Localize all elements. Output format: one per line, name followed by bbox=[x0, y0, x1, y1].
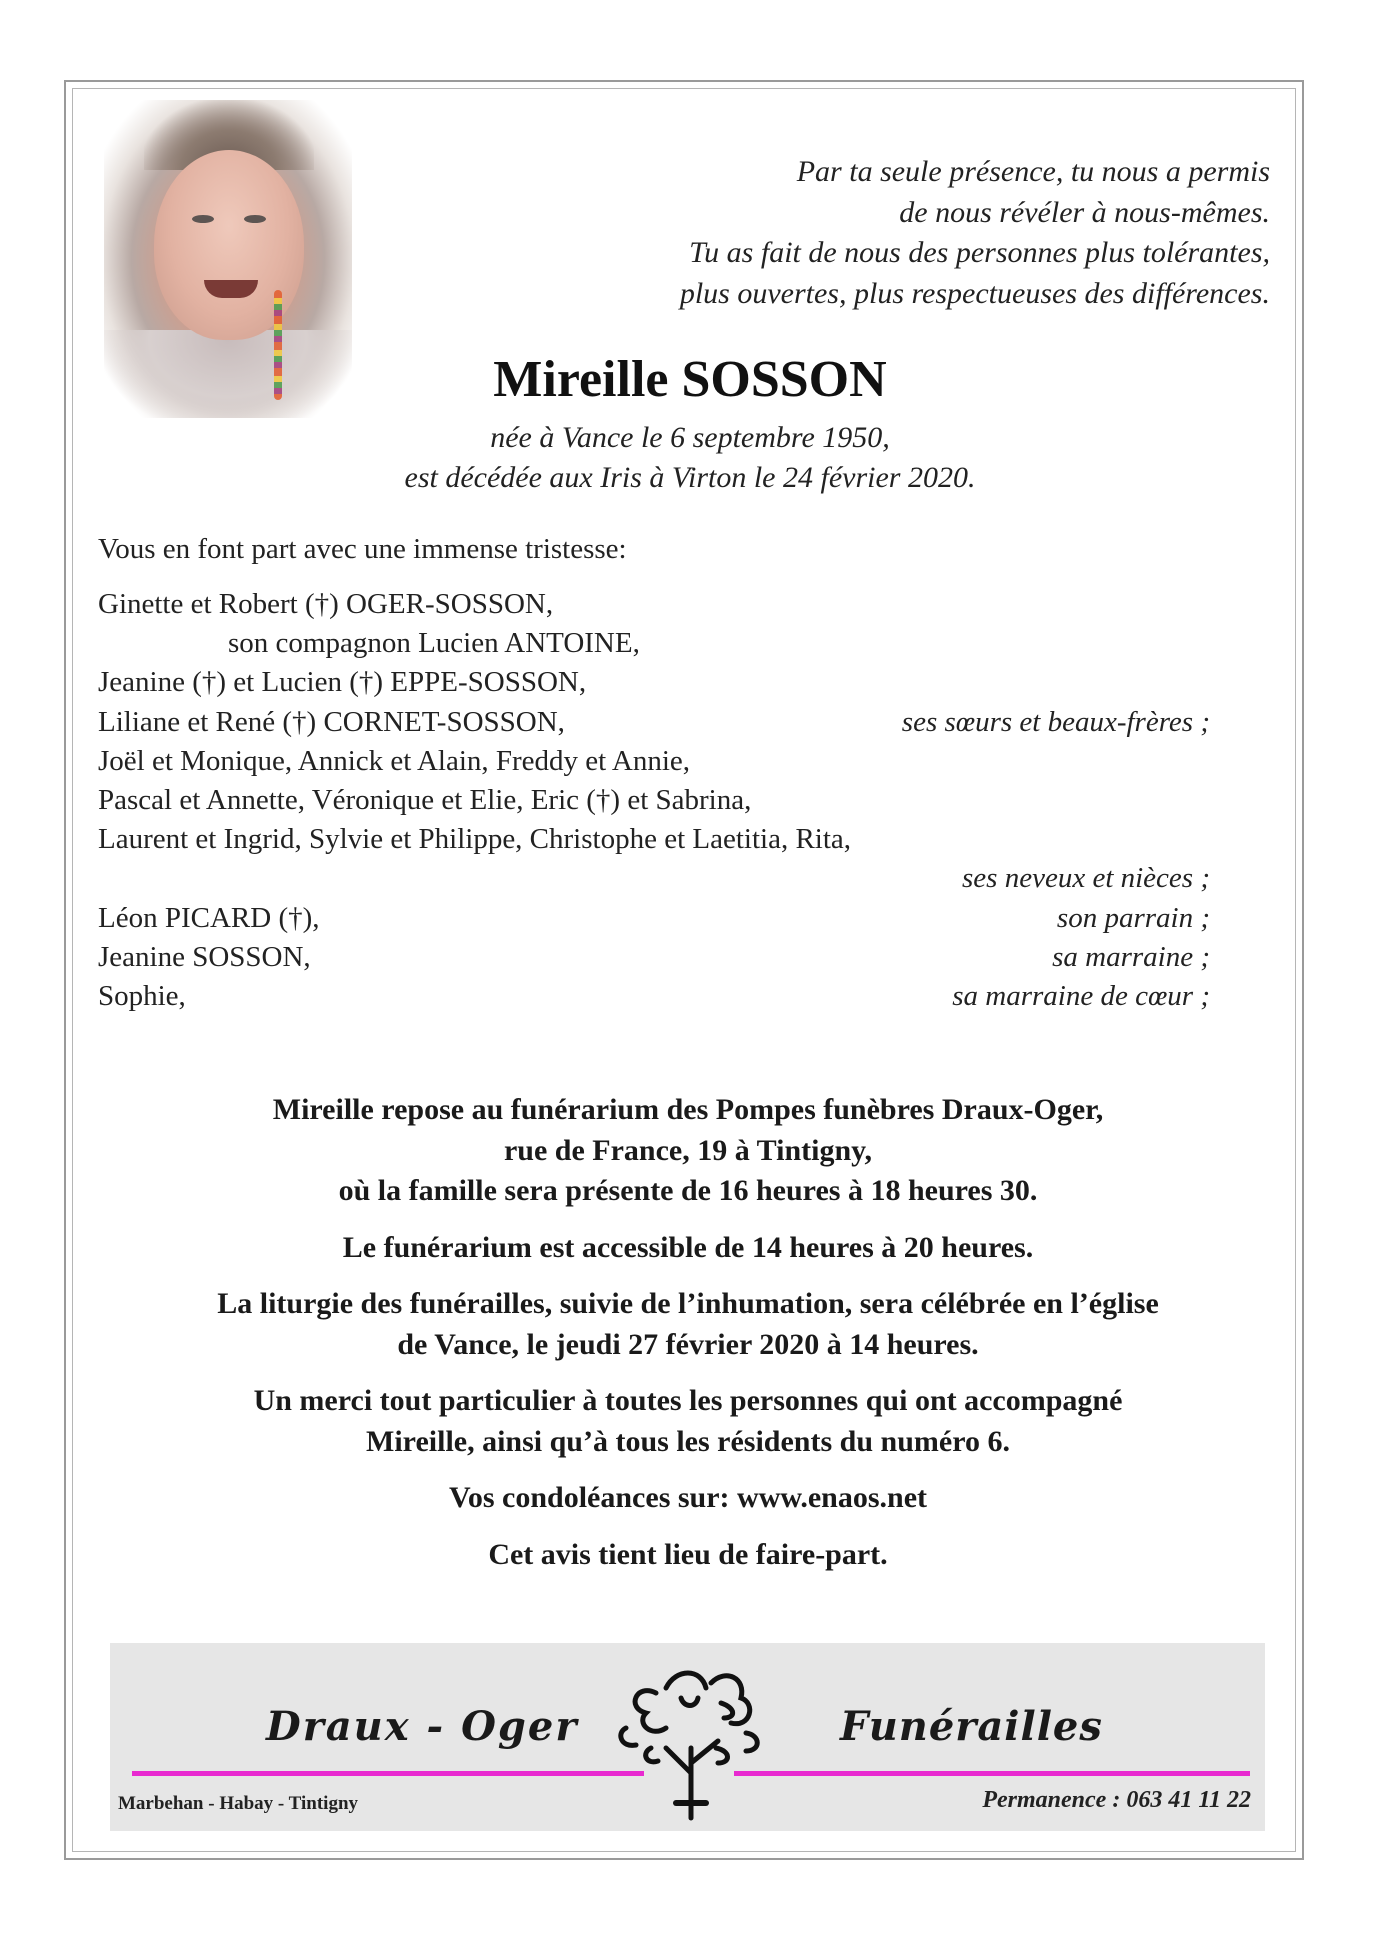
birth-line: née à Vance le 6 septembre 1950, bbox=[490, 421, 890, 454]
family-row bbox=[98, 742, 1210, 781]
brand-tagline: Funérailles bbox=[840, 1703, 1103, 1750]
family-names: Liliane et René (†) CORNET-SOSSON, bbox=[98, 705, 565, 738]
family-names: Laurent et Ingrid, Sylvie et Philippe, Christophe et Laetitia, Rita, bbox=[98, 823, 852, 856]
family-row bbox=[98, 703, 1210, 742]
liturgy-line: La liturgie des funérailles, suivie de l’inhumation, sera célébrée en l’église bbox=[217, 1287, 1159, 1320]
accent-line-left bbox=[132, 1771, 644, 1776]
access-hours: Le funérarium est accessible de 14 heures à 20 heures. bbox=[342, 1230, 1034, 1264]
family-row bbox=[98, 859, 1210, 898]
family-row bbox=[98, 663, 1210, 702]
deceased-name: Mireille SOSSON bbox=[493, 351, 887, 408]
family-row bbox=[98, 624, 1210, 663]
funeral-home-banner bbox=[110, 1643, 1265, 1831]
thanks-line: Mireille, ainsi qu’à tous les résidents du numéro 6. bbox=[366, 1424, 1010, 1458]
repose-line: où la famille sera présente de 16 heures à 18 heures 30. bbox=[338, 1174, 1038, 1207]
family-names: Pascal et Annette, Véronique et Elie, Eric (†) et Sabrina, bbox=[98, 783, 752, 816]
family-relation: son parrain ; bbox=[1056, 901, 1210, 934]
birth-death-dates bbox=[180, 418, 1200, 498]
family-names: Léon PICARD (†), bbox=[98, 901, 320, 934]
announcement: Vous en font part avec une immense tristesse: bbox=[98, 533, 627, 565]
family-names: Jeanine (†) et Lucien (†) EPPE-SOSSON, bbox=[98, 666, 587, 699]
repose-line: Mireille repose au funérarium des Pompes funèbres Draux-Oger, bbox=[272, 1093, 1104, 1126]
poem-line: de nous révéler à nous-mêmes. bbox=[899, 195, 1270, 229]
family-row bbox=[98, 820, 1210, 859]
family-relation: sa marraine ; bbox=[1052, 940, 1210, 973]
poem-line: Par ta seule présence, tu nous a permis bbox=[796, 155, 1270, 188]
family-names: son compagnon Lucien ANTOINE, bbox=[228, 627, 640, 660]
family-row bbox=[98, 938, 1210, 977]
poem-line: plus ouvertes, plus respectueuses des différences. bbox=[679, 276, 1270, 310]
poem bbox=[450, 152, 1270, 314]
family-list bbox=[98, 585, 1210, 1016]
poem-line: Tu as fait de nous des personnes plus tolérantes, bbox=[689, 236, 1270, 269]
family-names: Sophie, bbox=[98, 979, 186, 1012]
condolences-line: Vos condoléances sur: www.enaos.net bbox=[448, 1481, 928, 1514]
family-names: Ginette et Robert (†) OGER-SOSSON, bbox=[98, 588, 554, 620]
family-row bbox=[98, 781, 1210, 820]
family-relation: ses sœurs et beaux-frères ; bbox=[901, 705, 1210, 738]
thanks-line: Un merci tout particulier à toutes les personnes qui ont accompagné bbox=[253, 1384, 1123, 1417]
death-line: est décédée aux Iris à Virton le 24 février 2020. bbox=[404, 461, 976, 494]
family-names: Jeanine SOSSON, bbox=[98, 940, 311, 973]
permanence-phone: Permanence : 063 41 11 22 bbox=[982, 1787, 1251, 1813]
family-row bbox=[98, 585, 1210, 624]
liturgy-line: de Vance, le jeudi 27 février 2020 à 14 heures. bbox=[397, 1327, 979, 1361]
family-relation: sa marraine de cœur ; bbox=[952, 979, 1210, 1012]
funeral-info bbox=[90, 1090, 1286, 1575]
family-row bbox=[98, 899, 1210, 938]
family-names: Joël et Monique, Annick et Alain, Freddy et Annie, bbox=[98, 744, 690, 777]
family-row bbox=[98, 977, 1210, 1016]
tree-logo-icon bbox=[596, 1653, 786, 1823]
brand-name: Draux - Oger bbox=[266, 1703, 579, 1750]
accent-line-right bbox=[734, 1771, 1250, 1776]
notice-line: Cet avis tient lieu de faire-part. bbox=[488, 1537, 888, 1571]
repose-line: rue de France, 19 à Tintigny, bbox=[503, 1133, 873, 1167]
family-relation: ses neveux et nièces ; bbox=[962, 862, 1210, 895]
locations: Marbehan - Habay - Tintigny bbox=[118, 1793, 359, 1814]
